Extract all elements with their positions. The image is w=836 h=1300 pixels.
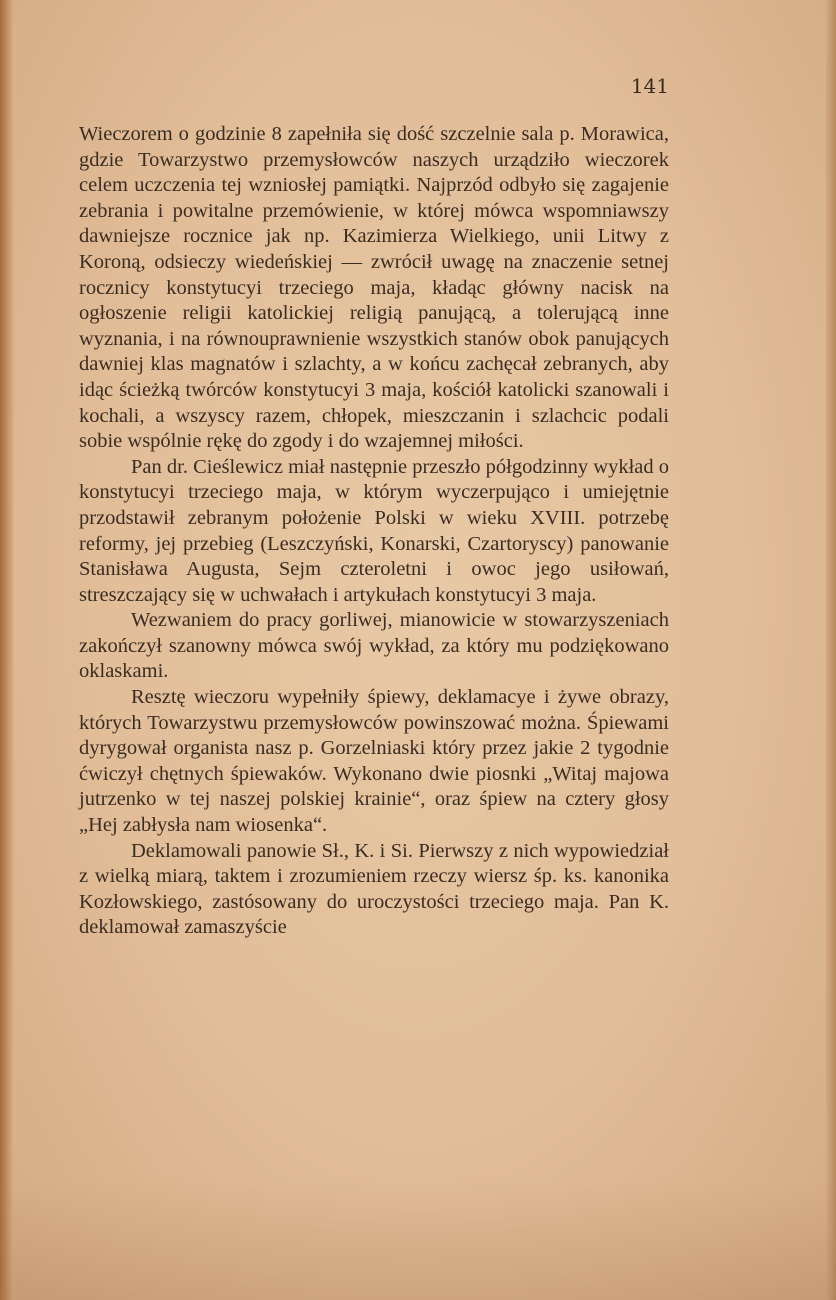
body-text <box>79 122 669 941</box>
page-bottom-shade <box>0 1180 836 1300</box>
page-binding-edge <box>0 0 14 1300</box>
paragraph: Wieczorem o godzinie 8 zapełniła się dość szczelnie sala p. Morawica, gdzie Towarzystwo przemysłowców naszych urządziło wieczorek celem uczczenia tej wzniosłej pamiątki. Najprzód odbyło się zagajenie zebrania i powitalne przemówienie, w której mówca wspomniawszy dawniejsze rocznice jak np. Kazimierza Wielkiego, unii Litwy z Koroną, odsieczy wiedeńskiej — zwrócił uwagę na znaczenie setnej rocznicy konstytucyi trzeciego maja, kładąc główny nacisk na ogłoszenie religii katolickiej religią panującą, a tolerującą inne wyznania, i na równouprawnienie wszystkich stanów obok panujących dawniej klas magnatów i szlachty, a w końcu zachęcał zebranych, aby idąc ścieżką twórców konstytucyi 3 maja, kościół katolicki szanowali i kochali, a wszyscy razem, chłopek, mieszczanin i szlachcic podali sobie wspólnie rękę do zgody i do wzajemnej miłości. <box>79 123 669 453</box>
page-right-edge <box>826 0 836 1300</box>
page-number: 141 <box>630 74 669 98</box>
paragraph: Resztę wieczoru wypełniły śpiewy, deklamacye i żywe obrazy, których Towarzystwu przemysłowców powinszować można. Śpiewami dyrygował organista nasz p. Gorzelniaski który przez jakie 2 tygodnie ćwiczył chętnych śpiewaków. Wykonano dwie piosnki „Witaj majowa jutrzenko w tej naszej polskiej krainie“, oraz śpiew na cztery głosy „Hej zabłysła nam wiosenka“. <box>79 686 669 837</box>
paragraph: Deklamowali panowie Sł., K. i Si. Pierwszy z nich wypowiedział z wielką miarą, taktem i zrozumieniem rzeczy wiersz śp. ks. kanonika Kozłowskiego, zastósowany do uroczystości trzeciego maja. Pan K. deklamował zamaszyście <box>79 839 669 939</box>
paragraph: Pan dr. Cieślewicz miał następnie przeszło półgodzinny wykład o konstytucyi trzeciego maja, w którym wyczerpująco i umiejętnie przodstawił zebranym położenie Polski w wieku XVIII. potrzebę reformy, jej przebieg (Leszczyński, Konarski, Czartoryscy) panowanie Stanisława Augusta, Sejm czteroletni i owoc jego usiłowań, streszczający się w uchwałach i artykułach konstytucyi 3 maja. <box>79 455 669 606</box>
paragraph: Wezwaniem do pracy gorliwej, mianowicie w stowarzyszeniach zakończył szanowny mówca swój wykład, za który mu podziękowano oklaskami. <box>79 609 669 683</box>
